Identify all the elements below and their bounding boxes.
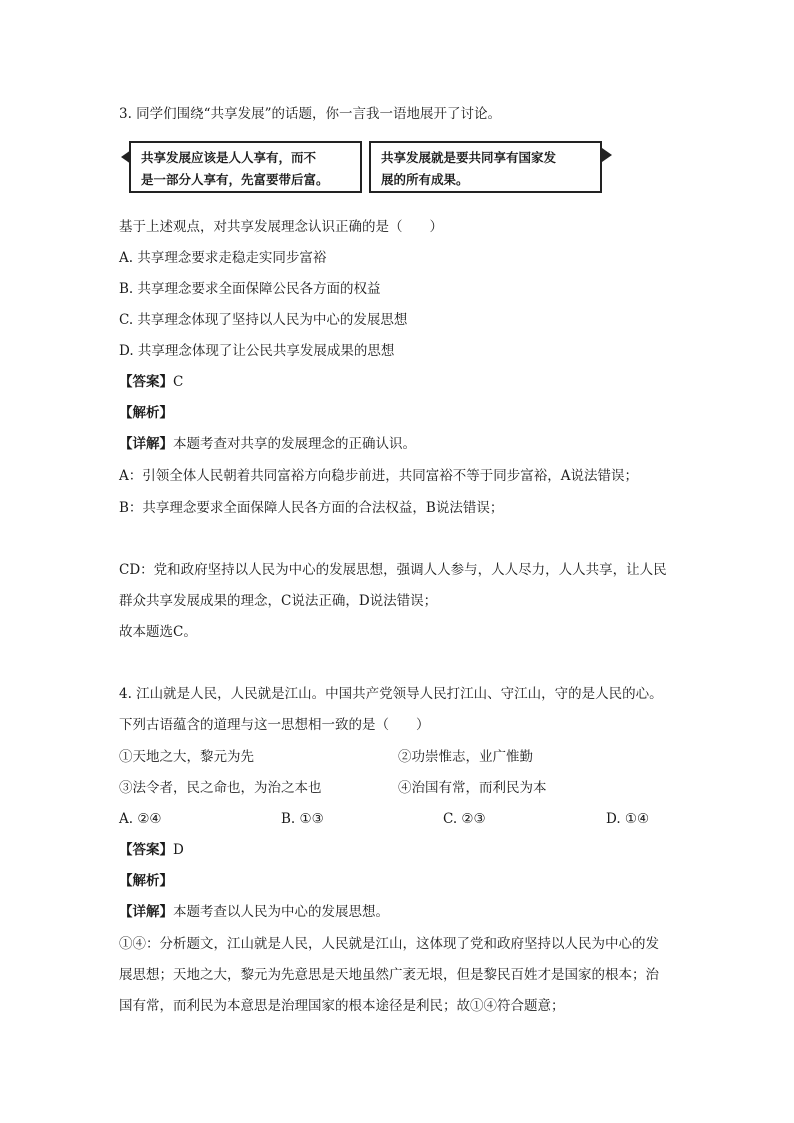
q3-option-b: B. 共享理念要求全面保障公民各方面的权益 [119,281,381,297]
q4-answer [119,840,184,860]
q4-explain-1: ①④：分析题文，江山就是人民，人民就是江山，这体现了党和政府坚持以人民为中心的发 [119,936,659,952]
q4-explain-3: 国有常，而利民为本意思是治理国家的根本途径是利民；故①④符合题意； [119,998,565,1014]
detail-label: 【详解】 [119,904,173,920]
q3-explain-a: A：引领全体人民朝着共同富裕方向稳步前进，共同富裕不等于同步富裕，A说法错误； [119,468,638,484]
q4-explain-2: 展思想；天地之大，黎元为先意思是天地虽然广袤无垠，但是黎民百姓才是国家的根本；治 [119,967,659,983]
q3-option-c: C. 共享理念体现了坚持以人民为中心的发展思想 [119,312,408,328]
q4-detail [119,902,389,922]
q4-option-d: D. ①④ [606,811,650,827]
speech-bubble-right [369,141,602,193]
bubble-left-line-1: 共享发展应该是人人享有，而不 [141,150,317,165]
bubble-right-line-1: 共享发展就是要共同享有国家发 [381,150,557,165]
answer-value: C [173,374,184,390]
bubble-right-tail-icon [602,148,612,162]
q3-answer [119,372,183,392]
q4-analysis-label: 【解析】 [119,873,173,889]
bubble-left-tail-icon [121,150,131,164]
q4-option-c: C. ②③ [443,811,486,827]
q3-explain-cd-1: CD：党和政府坚持以人民为中心的发展思想，强调人人参与，人人尽力，人人共享，让人民 [119,562,667,578]
q3-detail [119,434,416,454]
q3-conclusion: 故本题选C。 [119,624,197,640]
bubble-left-line-2: 是一部分人享有，先富要带后富。 [141,172,329,187]
q4-item-2: ②功崇惟志，业广惟勤 [398,749,533,765]
q3-analysis-label: 【解析】 [119,405,173,421]
q4-option-b: B. ①③ [281,811,324,827]
q4-item-4: ④治国有常，而利民为本 [398,780,547,796]
detail-text: 本题考查对共享的发展理念的正确认识。 [173,436,416,452]
q3-question: 基于上述观点，对共享发展理念认识正确的是（ ） [119,219,443,235]
detail-text: 本题考查以人民为中心的发展思想。 [173,904,389,920]
q4-stem-2: 下列古语蕴含的道理与这一思想相一致的是（ ） [119,717,430,733]
q4-item-3: ③法令者，民之命也，为治之本也 [119,780,322,796]
bubble-right-line-2: 展的所有成果。 [381,172,469,187]
q4-option-a: A. ②④ [119,811,162,827]
answer-value: D [173,842,184,858]
q3-stem: 3. 同学们围绕“共享发展”的话题，你一言我一语地展开了讨论。 [119,106,501,122]
q3-option-a: A. 共享理念要求走稳走实同步富裕 [119,250,327,266]
detail-label: 【详解】 [119,436,173,452]
speech-bubble-left [129,141,362,193]
answer-label: 【答案】 [119,842,173,858]
q4-item-1: ①天地之大，黎元为先 [119,749,254,765]
q3-explain-cd-2: 群众共享发展成果的理念，C说法正确，D说法错误； [119,593,438,609]
q4-stem-1: 4. 江山就是人民，人民就是江山。中国共产党领导人民打江山、守江山，守的是人民的心。 [119,686,663,702]
answer-label: 【答案】 [119,374,173,390]
q3-option-d: D. 共享理念体现了让公民共享发展成果的思想 [119,343,395,359]
q3-explain-b: B：共享理念要求全面保障人民各方面的合法权益，B说法错误； [119,500,504,516]
